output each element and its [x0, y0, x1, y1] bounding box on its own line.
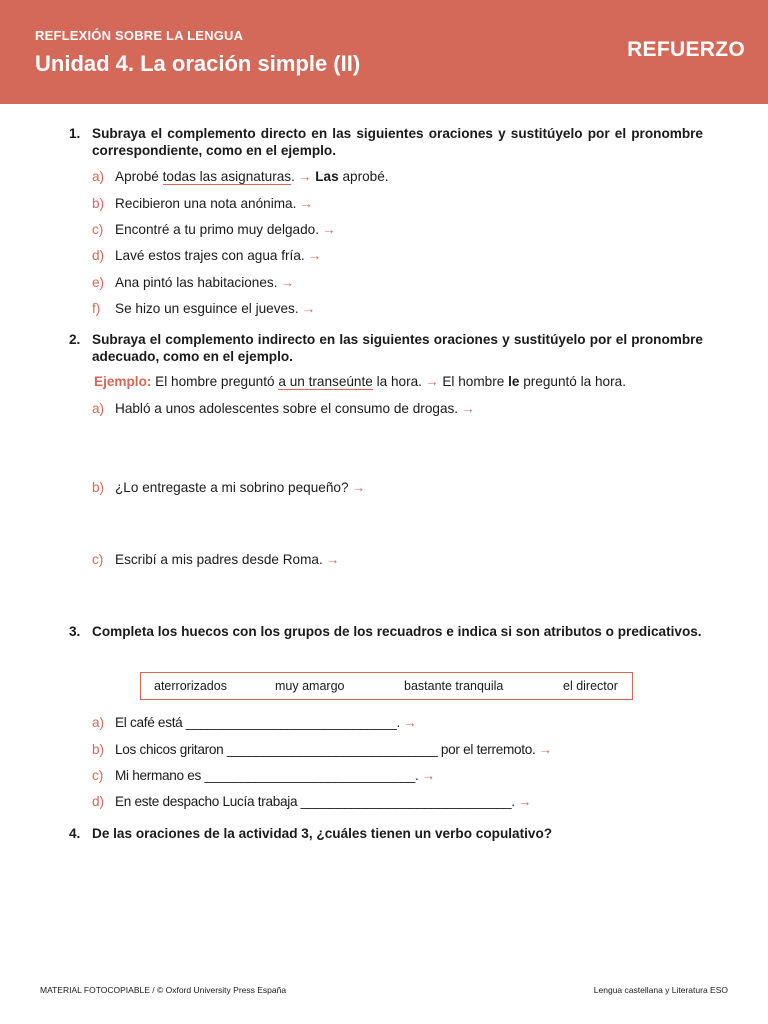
exercise-item	[92, 247, 321, 264]
footer-book-title: Lengua castellana y Literatura ESO	[593, 985, 728, 995]
item-text: ¿Lo entregaste a mi sobrino pequeño?	[115, 480, 349, 495]
section-title: REFLEXIÓN SOBRE LA LENGUA	[35, 28, 244, 43]
answer-text-end: preguntó la hora.	[519, 374, 626, 389]
arrow-icon: →	[280, 275, 295, 290]
exercise-item	[92, 221, 336, 238]
arrow-icon: →	[307, 248, 322, 263]
answer-pronoun: le	[508, 374, 520, 389]
exercise-item	[92, 168, 389, 185]
item-letter: b)	[92, 480, 105, 495]
unit-title: Unidad 4. La oración simple (II)	[35, 51, 361, 76]
item-letter: e)	[92, 275, 105, 290]
arrow-icon: →	[424, 374, 439, 389]
arrow-icon: →	[421, 768, 436, 783]
question-number: 4.	[69, 826, 81, 841]
item-text: Recibieron una nota anónima.	[115, 196, 297, 211]
arrow-icon: →	[322, 222, 336, 237]
exercise-item	[92, 195, 313, 212]
question-text: Subraya el complemento indirecto en las siguientes oraciones y sustitúyelo por el pronombre adecuado, como en el ejemplo.	[92, 332, 703, 364]
item-letter: c)	[92, 552, 104, 567]
word-bank-item: el director	[563, 679, 618, 693]
item-punctuation: .	[291, 169, 295, 184]
word-bank-box	[140, 672, 633, 700]
item-letter: d)	[92, 794, 105, 809]
reinforcement-badge: REFUERZO	[627, 38, 745, 61]
item-text: Mi hermano es _____________________________.	[115, 768, 419, 783]
item-text: Los chicos gritaron _____________________________ por el terremoto.	[115, 742, 536, 757]
item-letter: b)	[92, 742, 105, 757]
word-bank-item: aterrorizados	[154, 679, 227, 693]
example-line	[94, 373, 626, 390]
exercise-item	[92, 793, 531, 810]
question-3	[69, 623, 703, 640]
question-number: 3.	[69, 624, 81, 639]
underlined-complement: todas las asignaturas	[162, 169, 292, 184]
item-text: Aprobé	[115, 169, 163, 184]
item-text: Ana pintó las habitaciones.	[115, 275, 278, 290]
item-letter: a)	[92, 169, 105, 184]
item-text: Habló a unos adolescentes sobre el consumo de drogas.	[115, 401, 459, 416]
answer-text: El hombre	[438, 374, 509, 389]
header-banner	[0, 0, 768, 104]
arrow-icon: →	[402, 715, 417, 730]
example-label: Ejemplo:	[94, 374, 152, 389]
arrow-icon: →	[297, 169, 312, 184]
item-letter: c)	[92, 222, 104, 237]
exercise-item	[92, 400, 475, 417]
underlined-complement: a un transeúnte	[278, 374, 373, 389]
question-1	[69, 125, 703, 159]
question-text: De las oraciones de la actividad 3, ¿cuáles tienen un verbo copulativo?	[92, 826, 553, 841]
arrow-icon: →	[517, 794, 532, 809]
answer-text: aprobé.	[338, 169, 389, 184]
example-text-end: la hora.	[372, 374, 422, 389]
item-letter: a)	[92, 715, 105, 730]
arrow-icon: →	[461, 401, 475, 416]
exercise-item	[92, 741, 552, 758]
arrow-icon: →	[299, 196, 313, 211]
arrow-icon: →	[351, 480, 366, 495]
exercise-item	[92, 300, 315, 317]
word-bank-item: bastante tranquila	[404, 679, 504, 693]
exercise-item	[92, 274, 294, 291]
item-text: En este despacho Lucía trabaja _____________________________.	[115, 794, 515, 809]
item-text: Lavé estos trajes con agua fría.	[115, 248, 305, 263]
exercise-item	[92, 714, 417, 731]
example-text: El hombre preguntó	[151, 374, 279, 389]
item-letter: f)	[92, 301, 101, 316]
item-letter: d)	[92, 248, 105, 263]
item-text: Se hizo un esguince el jueves.	[115, 301, 299, 316]
arrow-icon: →	[538, 742, 553, 757]
question-2	[69, 331, 703, 365]
item-letter: a)	[92, 401, 105, 416]
exercise-item	[92, 767, 435, 784]
question-number: 1.	[69, 126, 81, 141]
exercise-item	[92, 551, 339, 568]
answer-pronoun: Las	[315, 169, 339, 184]
item-text: Encontré a tu primo muy delgado.	[115, 222, 320, 237]
arrow-icon: →	[301, 301, 316, 316]
word-bank-item: muy amargo	[275, 679, 345, 693]
item-letter: c)	[92, 768, 104, 783]
question-text: Subraya el complemento directo en las siguientes oraciones y sustitúyelo por el pronombre correspondiente, como en el ejemplo.	[92, 126, 703, 158]
item-text: Escribí a mis padres desde Roma.	[115, 552, 323, 567]
question-text: Completa los huecos con los grupos de los recuadros e indica si son atributos o predicativos.	[92, 624, 702, 639]
question-number: 2.	[69, 332, 81, 347]
item-letter: b)	[92, 196, 105, 211]
item-text: El café está _____________________________.	[115, 715, 400, 730]
exercise-item	[92, 479, 365, 496]
arrow-icon: →	[325, 552, 340, 567]
question-4	[69, 825, 703, 842]
footer-copyright: MATERIAL FOTOCOPIABLE / © Oxford University Press España	[40, 985, 287, 995]
